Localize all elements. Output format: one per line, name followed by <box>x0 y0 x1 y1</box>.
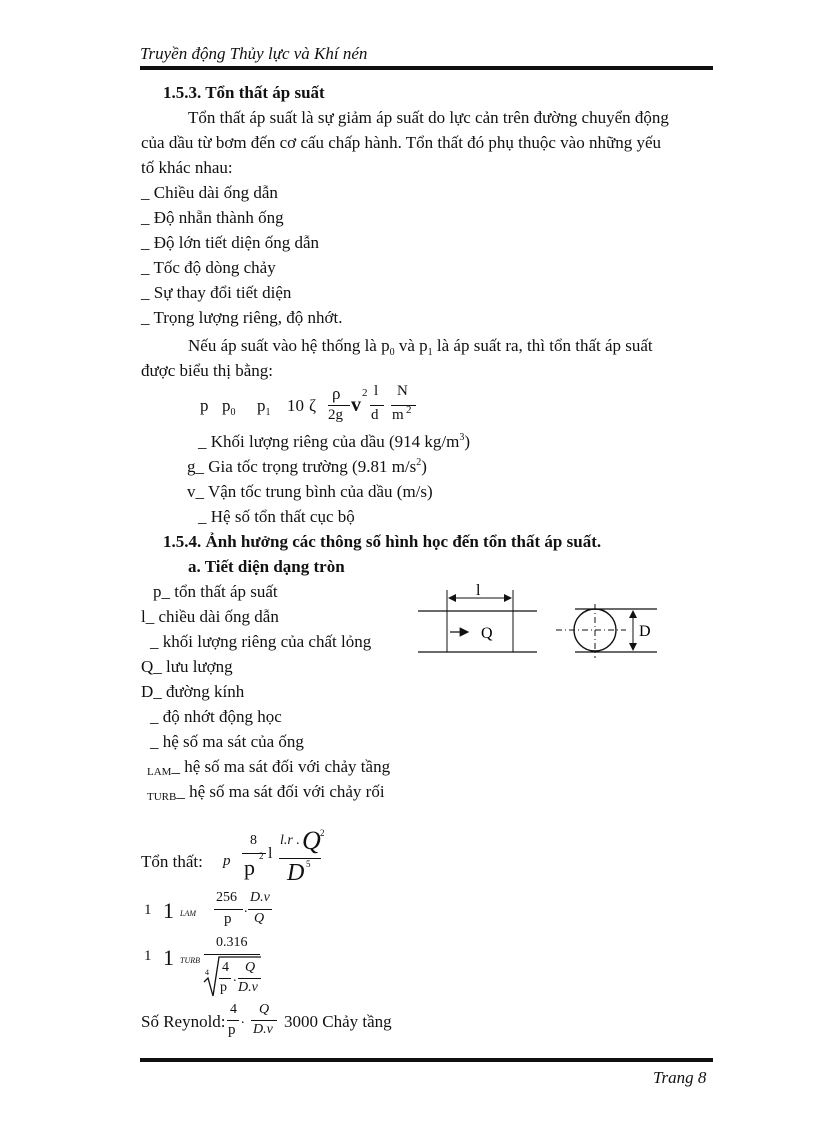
variable-item: _ hệ số ma sát của ống <box>150 732 304 751</box>
paragraph-line: được biểu thị bằng: <box>141 361 273 380</box>
formula-symbol: ζ <box>309 396 317 415</box>
formula-symbol: 2 <box>259 851 264 861</box>
formula-symbol: p <box>200 396 209 415</box>
legend-line: _ Khối lượng riêng của dầu (914 $kg/m^3$) <box>198 432 471 451</box>
formula-symbol: l <box>374 383 379 399</box>
formula-symbol: D.v <box>238 980 258 995</box>
formula-symbol: v <box>351 394 361 416</box>
formula-symbol: 4 <box>230 1002 237 1017</box>
formula-symbol: N <box>397 383 408 399</box>
formula-symbol: . <box>241 1012 245 1027</box>
formula-symbol: 1 <box>144 902 152 918</box>
formula-label: Tổn thất: <box>141 852 203 871</box>
paragraph-line: Nếu áp suất vào hệ thống là $p_0$ và $p_1$ là áp suất ra, thì tổn thất áp suất <box>188 336 653 358</box>
pipe-diagram <box>410 578 662 660</box>
formula-symbol: Q <box>245 960 256 975</box>
formula-symbol: $p_1$ <box>257 396 271 418</box>
formula-symbol: 5 <box>306 859 311 869</box>
formula-symbol: D.v <box>253 1022 273 1037</box>
footer-rule <box>140 1058 713 1062</box>
legend-line: _ Hệ số tổn thất cục bộ <box>198 507 355 526</box>
formula-symbol: p <box>228 1022 236 1038</box>
formula-symbol: 10 <box>287 396 304 415</box>
section-heading-154: 1.5.4. Ảnh hưởng các thông số hình học đến tổn thất áp suất. <box>163 532 602 551</box>
formula-symbol: LAM <box>180 909 196 918</box>
section-heading-153: 1.5.3. Tổn thất áp suất <box>163 83 325 102</box>
formula-symbol: l.r . <box>280 833 300 848</box>
formula-symbol: 4 <box>205 968 209 977</box>
factor-item: _ Tốc độ dòng chảy <box>141 258 276 277</box>
formula-symbol: 1 <box>163 898 174 923</box>
formula-symbol: 2 <box>320 828 325 838</box>
legend-line: g_ Gia tốc trọng trường (9.81 $m/s^2$) <box>187 457 427 476</box>
fraction-bar <box>248 909 272 910</box>
header-rule <box>140 66 713 70</box>
formula-symbol: TURB <box>180 956 200 965</box>
fraction-bar <box>219 978 231 979</box>
variable-item: _ khối lượng riêng của chất lỏng <box>150 632 372 651</box>
variable-item: p_ tổn thất áp suất <box>153 582 278 601</box>
fraction-bar <box>279 858 321 859</box>
flow-label: Q <box>481 625 493 642</box>
variable-item: l_ chiều dài ống dẫn <box>141 607 279 626</box>
formula-symbol: p <box>223 853 231 869</box>
formula-symbol: ρ <box>332 384 341 403</box>
factor-item: _ Trọng lượng riêng, độ nhớt. <box>141 308 343 327</box>
running-header: Truyền động Thủy lực và Khí nén <box>140 44 368 63</box>
formula-symbol: 4 <box>222 960 229 975</box>
formula-symbol: 8 <box>250 833 257 848</box>
formula-symbol: 2g <box>328 407 343 423</box>
formula-symbol: Q <box>254 911 265 926</box>
formula-symbol: 1 <box>163 945 174 970</box>
paragraph-line: của dầu từ bơm đến cơ cấu chấp hành. Tổn thất đó phụ thuộc vào những yếu <box>141 133 661 152</box>
formula-symbol: m <box>392 407 404 423</box>
formula-symbol: Q <box>302 826 321 855</box>
factor-item: _ Sự thay đổi tiết diện <box>141 283 292 302</box>
formula-symbol: 256 <box>216 890 237 905</box>
paragraph-line: tố khác nhau: <box>141 158 233 177</box>
fraction-bar <box>238 978 261 979</box>
factor-item: _ Chiều dài ống dẫn <box>141 183 278 202</box>
variable-item: _ độ nhớt động học <box>150 707 282 726</box>
formula-symbol: . <box>233 970 237 985</box>
fraction-bar <box>328 405 350 406</box>
subheading: a. Tiết diện dạng tròn <box>188 557 345 576</box>
fraction-bar <box>251 1020 277 1021</box>
page-number: Trang 8 <box>653 1068 707 1087</box>
factor-item: _ Độ lớn tiết diện ống dẫn <box>141 233 320 252</box>
formula-symbol: D <box>287 860 305 886</box>
formula-symbol: 1 <box>144 948 152 964</box>
fraction-bar <box>227 1020 239 1021</box>
formula-symbol: . <box>244 901 248 916</box>
variable-item: D_ đường kính <box>141 682 245 701</box>
formula-symbol: 0.316 <box>216 935 248 950</box>
formula-symbol: Q <box>259 1002 270 1017</box>
formula-symbol: p <box>220 980 227 995</box>
diameter-label: D <box>639 623 651 640</box>
formula-symbol: $p_0$ <box>222 396 236 418</box>
fraction-bar <box>391 405 416 406</box>
formula-symbol: 2 <box>406 404 412 416</box>
factor-item: _ Độ nhẵn thành ống <box>141 208 284 227</box>
formula-symbol: l <box>268 845 273 862</box>
variable-item: Q_ lưu lượng <box>141 657 233 676</box>
length-label: l <box>476 582 481 599</box>
paragraph-line: Tổn thất áp suất là sự giảm áp suất do lực cản trên đường chuyển động <box>188 108 669 127</box>
legend-line: v_ Vận tốc trung bình của dầu (m/s) <box>187 482 433 501</box>
variable-item: LAM_ hệ số ma sát đối với chảy tầng <box>147 757 391 778</box>
formula-label: Số Reynold: <box>141 1012 226 1031</box>
formula-symbol: d <box>371 407 379 423</box>
formula-symbol: D.v <box>250 890 270 905</box>
fraction-bar <box>214 909 243 910</box>
formula-symbol: 2 <box>362 387 368 399</box>
formula-symbol: p <box>244 855 255 880</box>
fraction-bar <box>370 405 384 406</box>
formula-text: 3000 Chảy tầng <box>284 1012 392 1031</box>
formula-symbol: p <box>224 911 232 927</box>
variable-item: TURB_ hệ số ma sát đối với chảy rối <box>147 782 385 803</box>
